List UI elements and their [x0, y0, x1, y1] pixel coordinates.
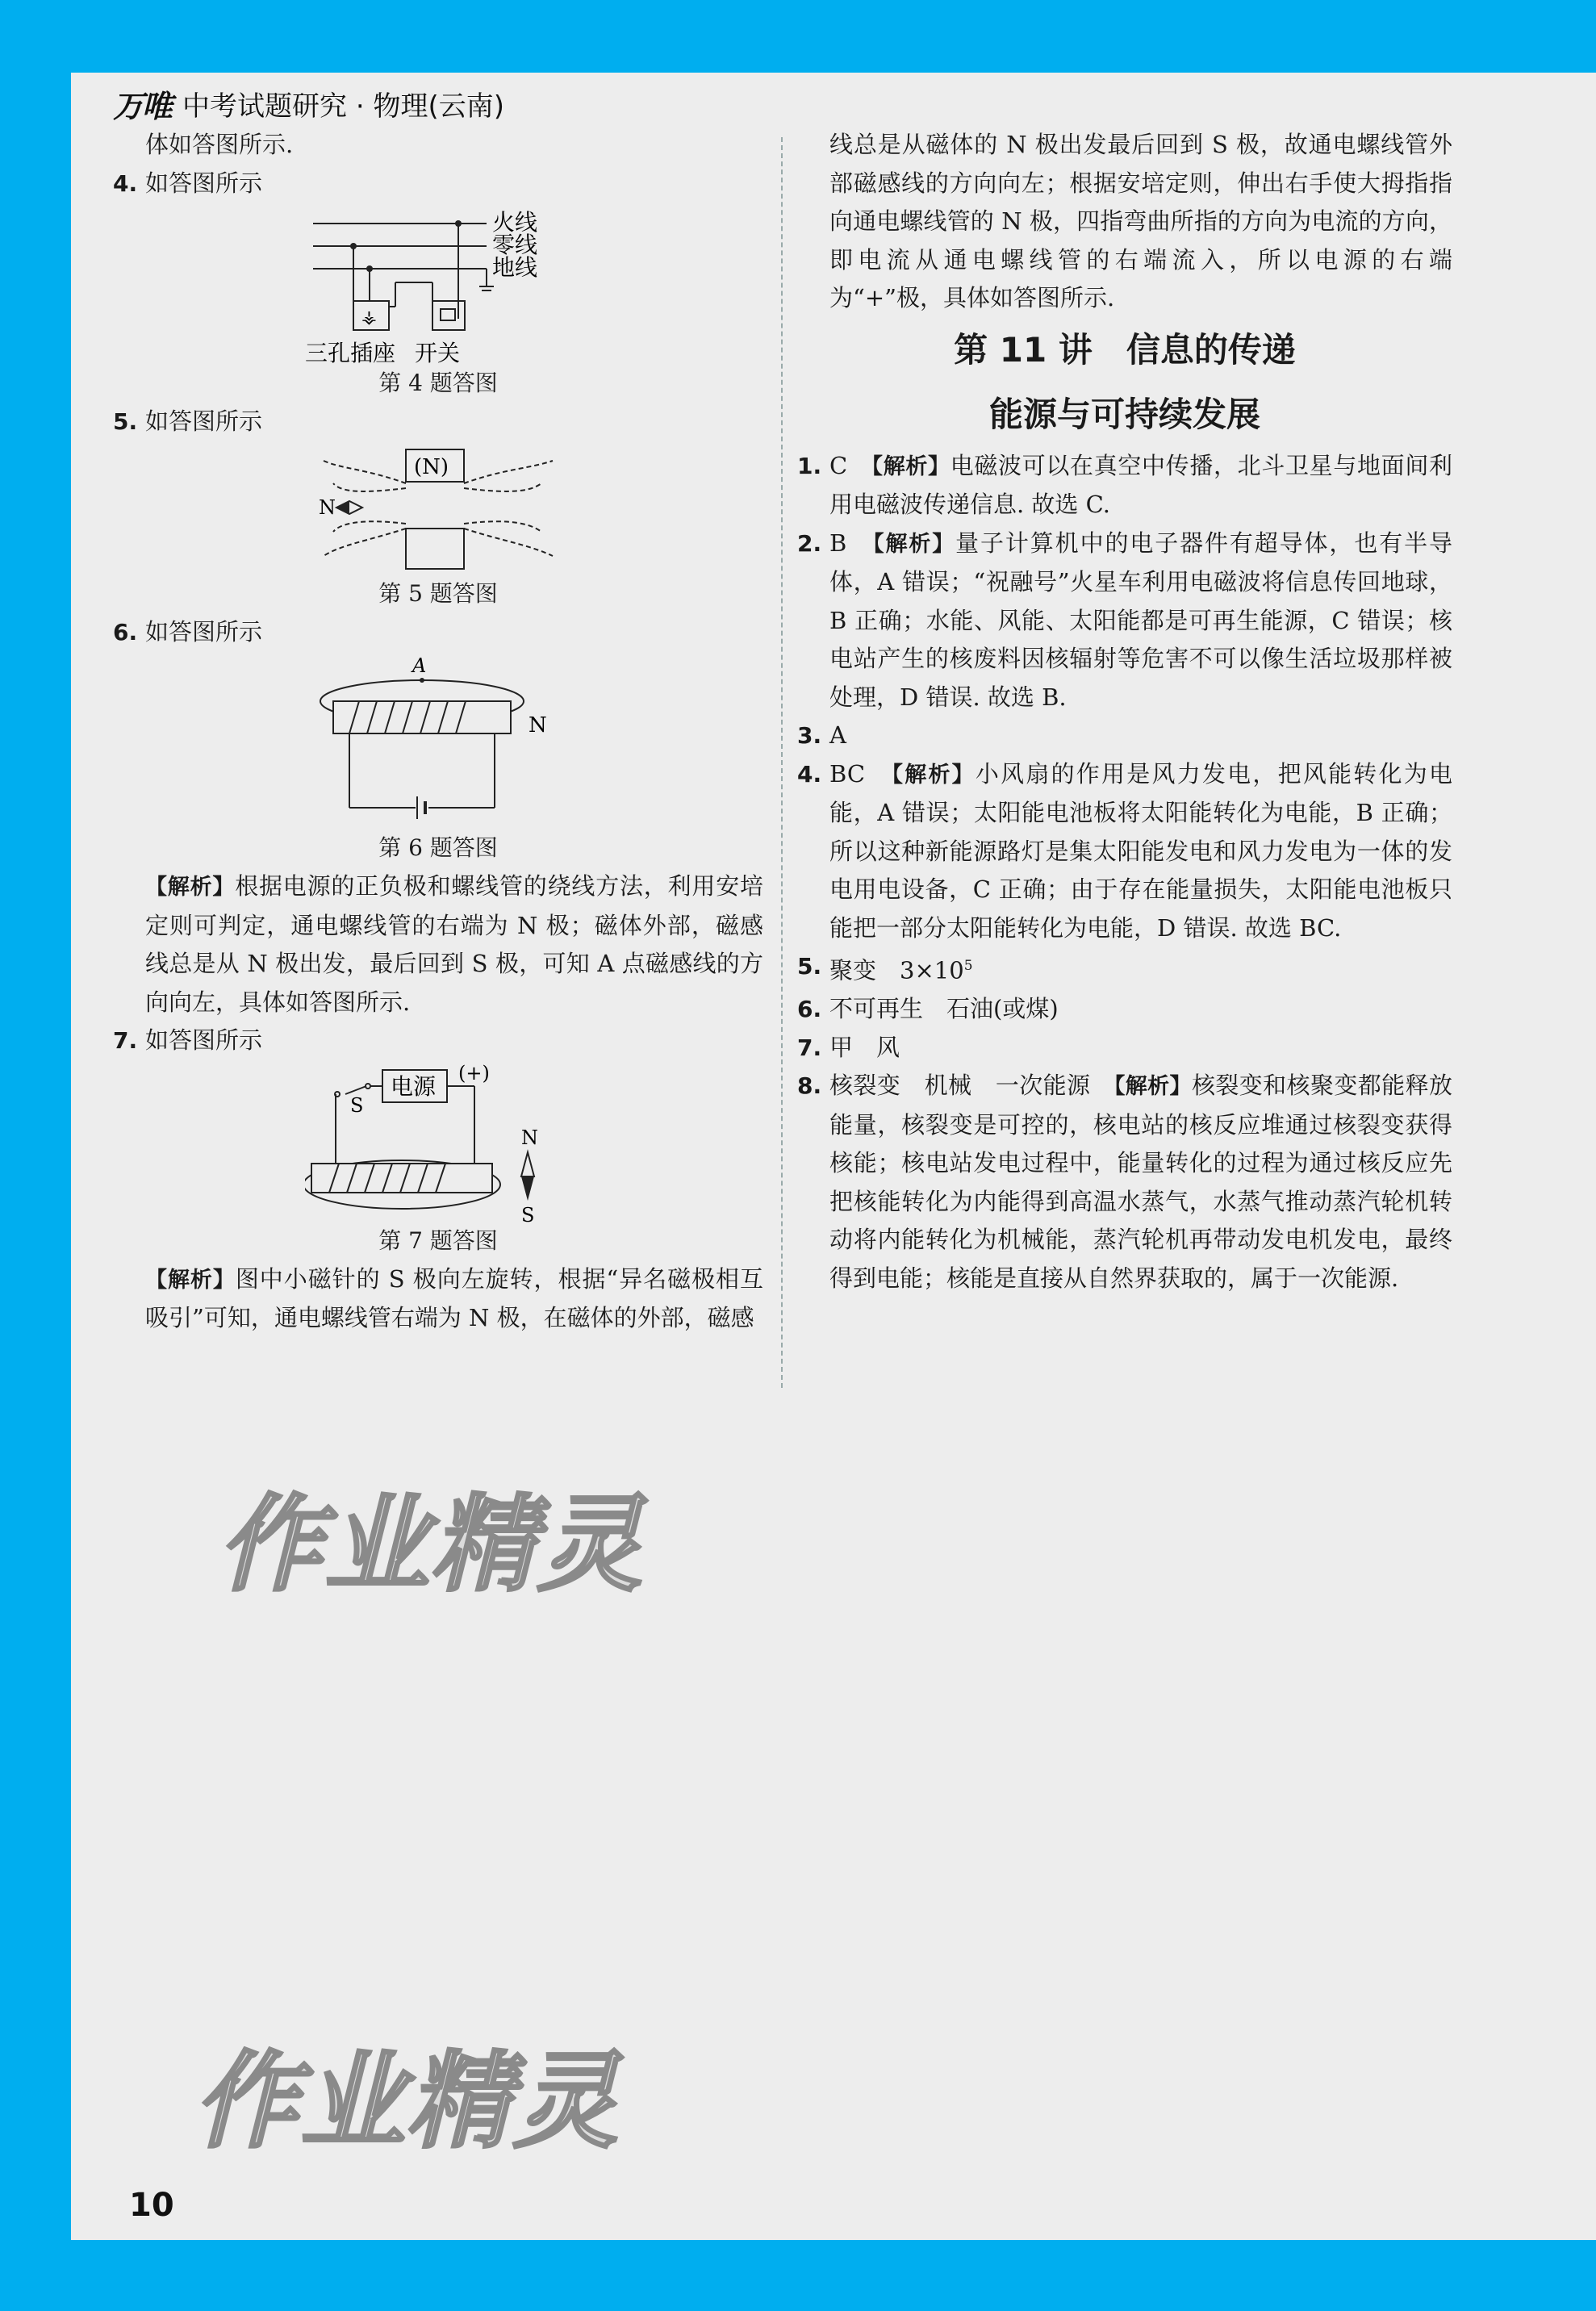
- solenoid-pole-label: N: [529, 713, 547, 738]
- pole-label: (N): [414, 454, 449, 479]
- neutral-wire-label: 零线: [492, 232, 538, 258]
- figure-q6-solenoid: [113, 654, 763, 864]
- compass-s-label: S: [521, 1203, 535, 1225]
- answer-6: 6. 不可再生 石油(或煤): [797, 995, 1059, 1023]
- answer-1: 1. C 【解析】电磁波可以在真空中传播，北斗卫星与地面间利用电磁波传递信息. 故选 C.: [797, 451, 1452, 518]
- figure-caption: 第 4 题答图: [378, 370, 498, 396]
- switch-label: 开关: [415, 340, 461, 366]
- page-number: 10: [129, 2187, 174, 2224]
- watermark: 作业精灵: [194, 2040, 620, 2163]
- figure-q5-magnetic-field: [113, 445, 763, 610]
- left-column: [113, 126, 763, 1338]
- lecture-title-line-1: 第 11 讲 信息的传递: [954, 329, 1296, 370]
- positive-terminal-label: (+): [458, 1063, 490, 1084]
- power-source-label: 电源: [391, 1072, 437, 1100]
- compass-n-label: N: [521, 1126, 538, 1149]
- watermark: 作业精灵: [218, 1483, 645, 1606]
- analysis-q7: 【解析】图中小磁针的 S 极向左旋转，根据“异名磁极相互吸引”可知，通电螺线管右端为 N 极，在磁体的外部，磁感: [145, 1264, 763, 1331]
- question-4: 4. 如答图所示: [113, 169, 263, 197]
- running-header: [113, 84, 504, 123]
- answer-7: 7. 甲 风: [797, 1033, 900, 1061]
- live-wire-label: 火线: [492, 209, 538, 236]
- ground-wire-label: 地线: [492, 254, 538, 281]
- figure-q7-solenoid-compass: [113, 1064, 763, 1257]
- analysis-q6: 【解析】根据电源的正负极和螺线管的绕线方法，利用安培定则可判定，通电螺线管的右端为 N 极；磁体外部，磁感线总是从 N 极出发，最后回到 S 极，可知 A 点磁感线的方向向左，具体如答图所示.: [145, 872, 763, 1016]
- figure-caption: 第 6 题答图: [378, 834, 498, 861]
- question-5: 5. 如答图所示: [113, 407, 263, 435]
- answer-5: 5. 聚变 $3\times 10^5$: [797, 953, 973, 984]
- needle-label: N: [319, 495, 336, 519]
- answer-3: 3. A: [797, 721, 846, 749]
- continuation-line: 体如答图所示.: [145, 131, 294, 158]
- socket-label: 三孔插座: [305, 340, 396, 366]
- analysis-q7-continued: 线总是从磁体的 N 极出发最后回到 S 极，故通电螺线管外部磁感线的方向向左；根据安培定则，伸出右手使大拇指指向通电螺线管的 N 极，四指弯曲所指的方向为电流的方向，即电流从通电螺线管的右端流入，所以电源的右端为“+”极，具体如答图所示.: [829, 131, 1452, 311]
- figure-caption: 第 7 题答图: [378, 1227, 498, 1254]
- figure-caption: 第 5 题答图: [378, 579, 498, 607]
- answer-2: 2. B 【解析】量子计算机中的电子器件有超导体，也有半导体，A 错误；“祝融号”火星车利用电磁波将信息传回地球，B 正确；水能、风能、太阳能都是可再生能源，C 错误；核电站产生的核废料因核辐射等危害不可以像生活垃圾那样被处理，D 错误. 故选 B.: [797, 529, 1452, 711]
- question-6: 6. 如答图所示: [113, 617, 263, 646]
- right-column: [797, 126, 1452, 1298]
- answer-8: 8. 核裂变 机械 一次能源 【解析】核裂变和核聚变都能释放能量，核裂变是可控的，核电站的核反应堆通过核裂变获得核能；核电站发电过程中，能量转化的过程为通过核反应先把核能转化为内能得到高温水蒸气，水蒸气推动蒸汽轮机转动将内能转化为机械能，蒸汽轮机再带动发电机发电，最终得到电能；核能是直接从自然界获取的，属于一次能源.: [797, 1072, 1452, 1292]
- svg-text:⚶: ⚶: [361, 307, 377, 328]
- figure-q4-household-circuit: [113, 206, 763, 399]
- switch-s-label: S: [350, 1093, 364, 1117]
- book-title: 中考试题研究 · 物理(云南): [182, 90, 504, 123]
- brand-logo: 万唯: [113, 88, 172, 124]
- answer-4: 4. BC 【解析】小风扇的作用是风力发电，把风能转化为电能，A 错误；太阳能电池板将太阳能转化为电能，B 正确；所以这种新能源路灯是集太阳能发电和风力发电为一体的发电用电设备，C 正确；由于存在能量损失，太阳能电池板只能把一部分太阳能转化为电能，D 错误. 故选 BC.: [797, 759, 1452, 942]
- point-a-label: A: [412, 654, 427, 677]
- column-divider: [781, 137, 783, 1388]
- question-7: 7. 如答图所示: [113, 1026, 263, 1054]
- lecture-title-line-2: 能源与可持续发展: [988, 394, 1260, 434]
